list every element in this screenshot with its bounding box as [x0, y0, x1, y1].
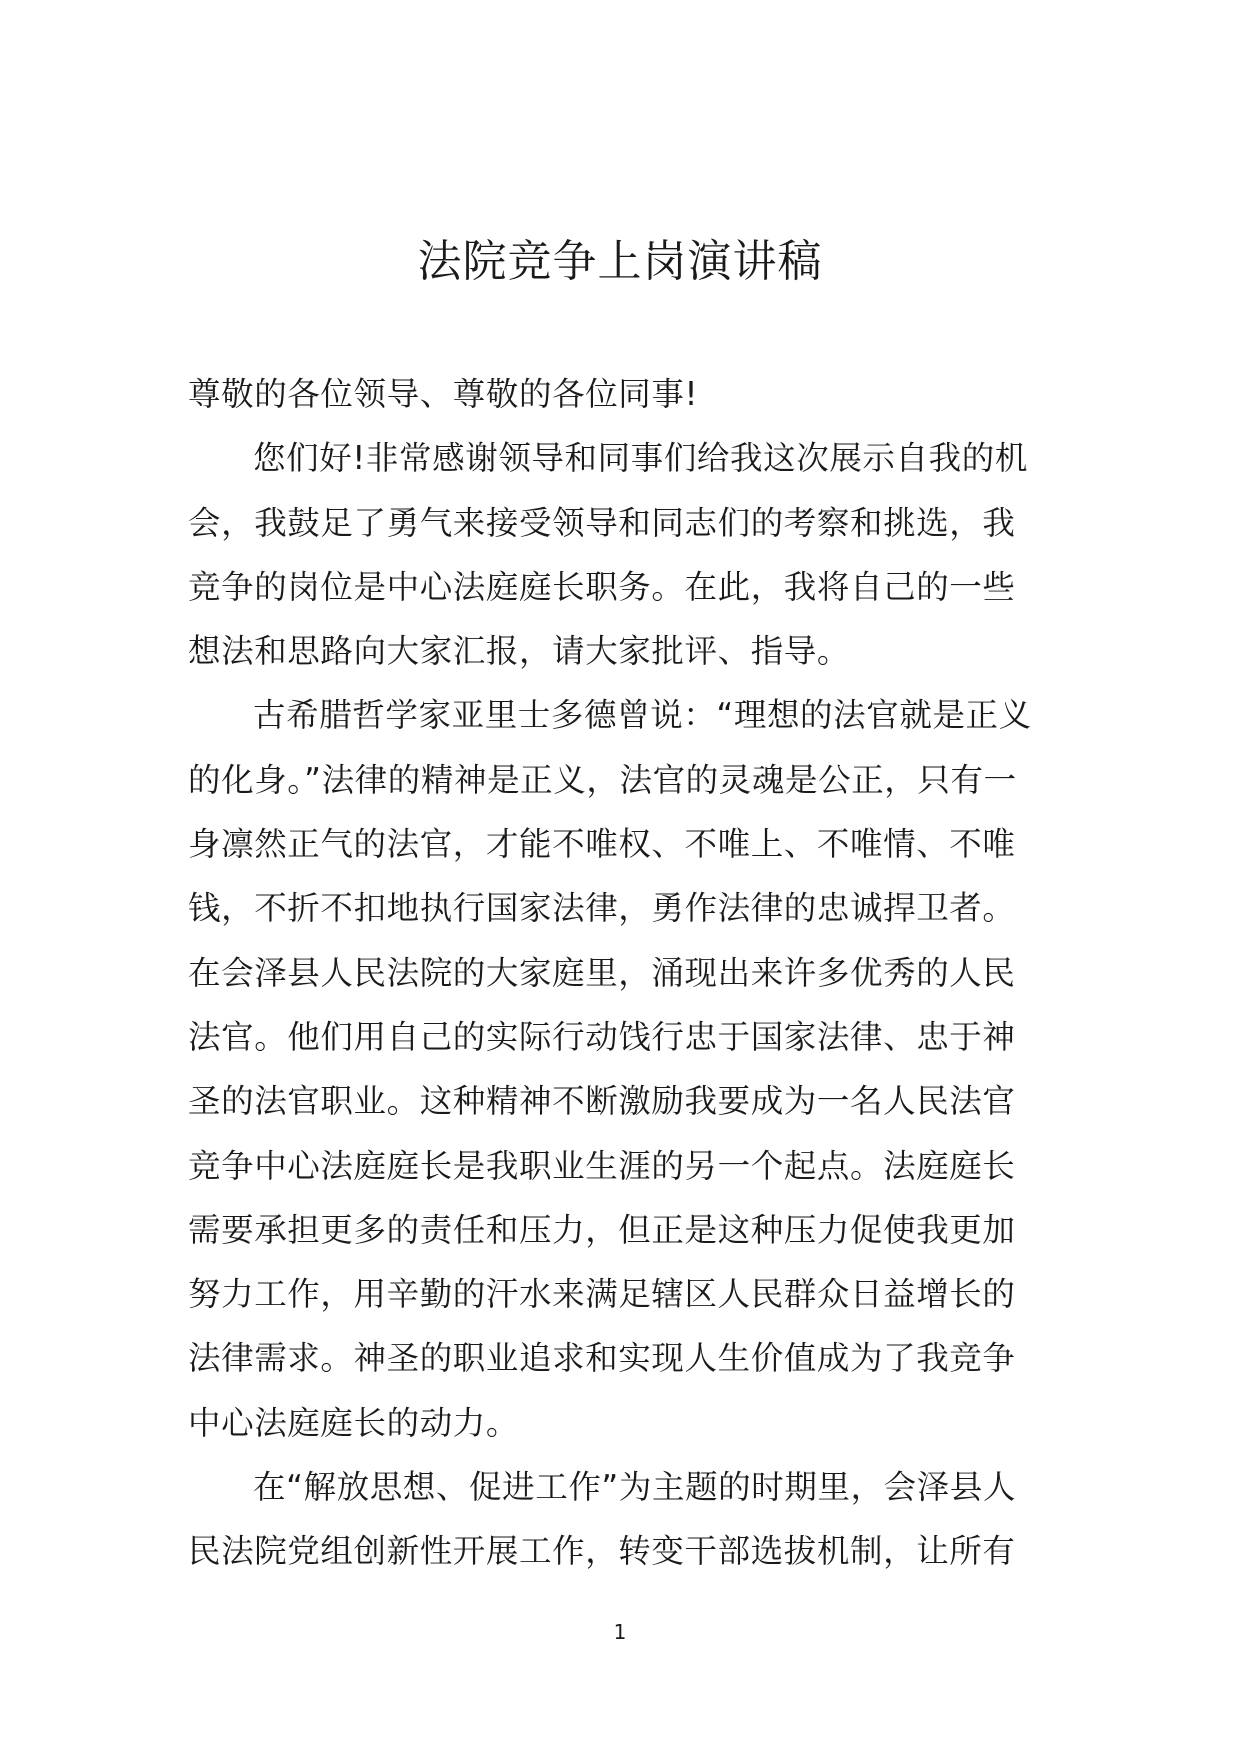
paragraph-3-line-2: 民法院党组创新性开展工作，转变干部选拔机制，让所有	[188, 1532, 1016, 1571]
salutation-line: 尊敬的各位领导、尊敬的各位同事!	[188, 375, 699, 413]
paragraph-2-line-2: 的化身。”法律的精神是正义，法官的灵魂是公正，只有一	[188, 760, 1017, 799]
paragraph-2-line-3: 身凛然正气的法官，才能不唯权、不唯上、不唯情、不唯	[188, 825, 1016, 864]
paragraph-2-line-9: 需要承担更多的责任和压力，但正是这种压力促使我更加	[188, 1210, 1016, 1249]
paragraph-2-line-8: 竞争中心法庭庭长是我职业生涯的另一个起点。法庭庭长	[188, 1146, 1016, 1185]
paragraph-2-line-4: 钱，不折不扣地执行国家法律，勇作法律的忠诚捍卫者。	[188, 889, 1016, 928]
paragraph-2-line-6: 法官。他们用自己的实际行动饯行忠于国家法律、忠于神	[188, 1017, 1016, 1056]
paragraph-2-line-11: 法律需求。神圣的职业追求和实现人生价值成为了我竞争	[188, 1339, 1016, 1378]
paragraph-2-line-12: 中心法庭庭长的动力。	[188, 1403, 520, 1442]
page-number: 1	[613, 1620, 627, 1644]
paragraph-1-line-2: 会，我鼓足了勇气来接受领导和同志们的考察和挑选，我	[188, 503, 1016, 542]
paragraph-3-line-1: 在“解放思想、促进工作”为主题的时期里，会泽县人	[253, 1468, 1017, 1507]
paragraph-2-line-7: 圣的法官职业。这种精神不断激励我要成为一名人民法官	[188, 1082, 1016, 1121]
document-body	[188, 362, 1048, 1584]
paragraph-2-line-1: 古希腊哲学家亚里士多德曾说：“理想的法官就是正义	[253, 696, 1032, 735]
paragraph-2-line-5: 在会泽县人民法院的大家庭里，涌现出来许多优秀的人民	[188, 953, 1016, 992]
paragraph-1-line-1: 您们好!非常感谢领导和同事们给我这次展示自我的机	[253, 439, 1028, 478]
paragraph-1-line-3: 竞争的岗位是中心法庭庭长职务。在此，我将自己的一些	[188, 567, 1016, 606]
paragraph-2-line-10: 努力工作，用辛勤的汗水来满足辖区人民群众日益增长的	[188, 1275, 1016, 1314]
document-title: 法院竞争上岗演讲稿	[417, 236, 823, 287]
paragraph-1-line-4: 想法和思路向大家汇报，请大家批评、指导。	[188, 632, 851, 671]
